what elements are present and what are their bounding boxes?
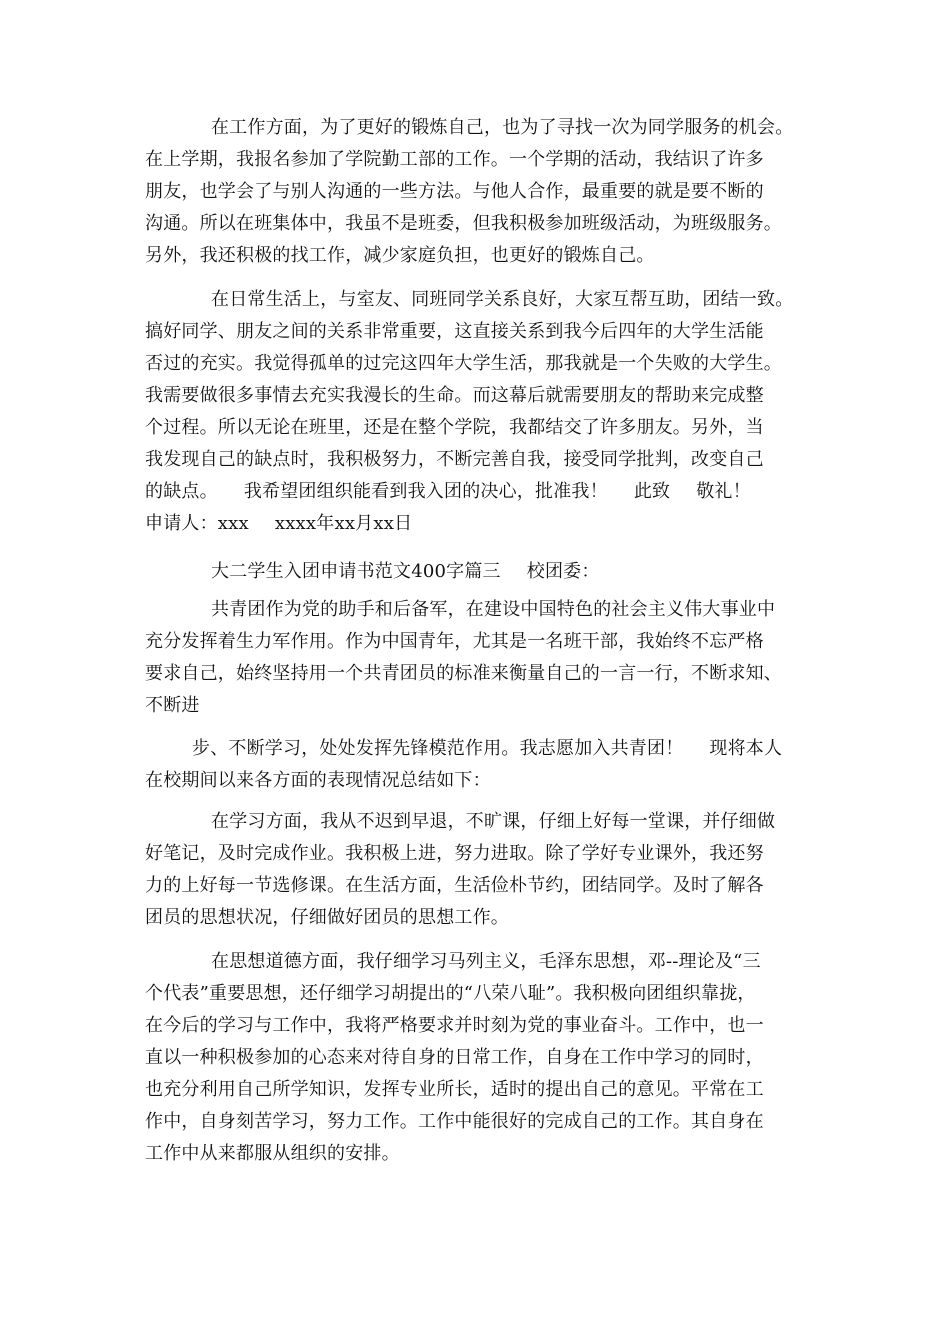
text-segment: 现将本人 bbox=[709, 738, 783, 759]
text-line: 力的上好每一节选修课。在生活方面，生活俭朴节约，团结同学。及时了解各 bbox=[145, 875, 764, 896]
paragraph-work bbox=[145, 112, 825, 272]
text-line: 在学习方面，我从不迟到早退，不旷课，仔细上好每一堂课，并仔细做 bbox=[211, 811, 776, 832]
closing-text: 的缺点。 bbox=[145, 481, 218, 502]
text-line: 个过程。所以无论在班里，还是在整个学院，我都结交了许多朋友。另外，当 bbox=[145, 417, 764, 438]
text-line: 在校期间以来各方面的表现情况总结如下： bbox=[145, 770, 491, 791]
text-line: 共青团作为党的助手和后备军，在建设中国特色的社会主义伟大事业中 bbox=[211, 599, 776, 620]
text-line bbox=[192, 733, 832, 765]
closing-line bbox=[145, 476, 825, 508]
closing-request: 我希望团组织能看到我入团的决心，批准我！ bbox=[243, 481, 608, 502]
text-line: 在工作方面，为了更好的锻炼自己，也为了寻找一次为同学服务的机会。 bbox=[211, 117, 794, 138]
text-line: 好笔记，及时完成作业。我积极上进，努力进取。除了学好专业课外，我还努 bbox=[145, 843, 764, 864]
text-line: 我需要做很多事情去充实我漫长的生命。而这幕后就需要朋友的帮助来完成整 bbox=[145, 385, 764, 406]
text-line: 也充分利用自己所学知识，发挥专业所长，适时的提出自己的意见。平常在工 bbox=[145, 1079, 764, 1100]
text-line: 朋友，也学会了与别人沟通的一些方法。与他人合作，最重要的就是要不断的 bbox=[145, 181, 764, 202]
heading-line bbox=[145, 556, 825, 588]
text-line: 在今后的学习与工作中，我将严格要求并时刻为党的事业奋斗。工作中，也一 bbox=[145, 1015, 764, 1036]
paragraph-daily-life bbox=[145, 284, 825, 540]
text-line: 搞好同学、朋友之间的关系非常重要，这直接关系到我今后四年的大学生活能 bbox=[145, 321, 764, 342]
signature-line bbox=[145, 508, 825, 540]
closing-respect: 敬礼！ bbox=[696, 481, 751, 502]
text-line: 否过的充实。我觉得孤单的过完这四年大学生活，那我就是一个失败的大学生。 bbox=[145, 353, 782, 374]
section-heading bbox=[145, 556, 825, 588]
addressee: 校团委： bbox=[526, 561, 600, 582]
paragraph-study bbox=[145, 806, 825, 934]
text-line: 作中，自身刻苦学习，努力工作。工作中能很好的完成自己的工作。其自身在 bbox=[145, 1111, 764, 1132]
text-line: 不断进 bbox=[145, 695, 200, 716]
paragraph-ideology bbox=[145, 946, 825, 1170]
text-line: 要求自己，始终坚持用一个共青团员的标准来衡量自己的一言一行，不断求知、 bbox=[145, 663, 782, 684]
section-title: 大二学生入团申请书范文400字篇三 bbox=[211, 561, 501, 582]
text-line: 在思想道德方面，我仔细学习马列主义，毛泽东思想，邓--理论及“三 bbox=[211, 951, 761, 972]
text-line: 沟通。所以在班集体中，我虽不是班委，但我积极参加班级活动，为班级服务。 bbox=[145, 213, 782, 234]
paragraph-intro bbox=[145, 594, 825, 722]
text-line: 个代表”重要思想，还仔细学习胡提出的“八荣八耻”。我积极向团组织靠拢， bbox=[145, 983, 756, 1004]
text-line: 直以一种积极参加的心态来对待自身的日常工作，自身在工作中学习的同时， bbox=[145, 1047, 764, 1068]
text-line: 工作中从来都服从组织的安排。 bbox=[145, 1143, 400, 1164]
text-line: 在上学期，我报名参加了学院勤工部的工作。一个学期的活动，我结识了许多 bbox=[145, 149, 764, 170]
text-line: 在日常生活上，与室友、同班同学关系良好，大家互帮互助，团结一致。 bbox=[211, 289, 794, 310]
text-segment: 步、不断学习，处处发挥先锋模范作用。我志愿加入共青团！ bbox=[192, 738, 684, 759]
text-line: 另外，我还积极的找工作，减少家庭负担，也更好的锻炼自己。 bbox=[145, 245, 655, 266]
text-line: 团员的思想状况，仔细做好团员的思想工作。 bbox=[145, 907, 509, 928]
closing-salutation: 此致 bbox=[633, 481, 671, 502]
signature-date: xxxx年xx月xx日 bbox=[274, 513, 413, 534]
text-line: 我发现自己的缺点时，我积极努力，不断完善自我，接受同学批判，改变自己 bbox=[145, 449, 764, 470]
paragraph-continuation bbox=[145, 733, 832, 797]
text-line: 充分发挥着生力军作用。作为中国青年，尤其是一名班干部，我始终不忘严格 bbox=[145, 631, 764, 652]
signature-label: 申请人：xxx bbox=[145, 513, 249, 534]
